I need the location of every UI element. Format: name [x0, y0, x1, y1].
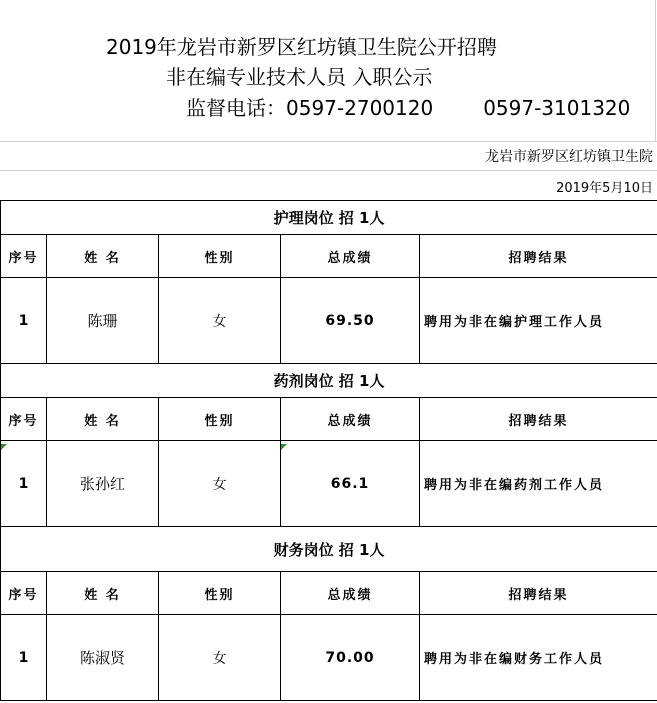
- cell-no: 1: [1, 278, 47, 364]
- col-header-result: 招聘结果: [420, 398, 657, 441]
- cell-name: 陈淑贤: [47, 615, 159, 701]
- cell-no: 1: [1, 615, 47, 701]
- col-header-result: 招聘结果: [420, 572, 657, 615]
- column-header-row: [1, 572, 657, 615]
- section-title: 财务岗位 招 1人: [1, 527, 657, 572]
- col-header-name: 姓 名: [47, 398, 159, 441]
- cell-gender: 女: [159, 278, 281, 364]
- cell-result: 聘用为非在编药剂工作人员: [420, 441, 657, 527]
- organization-name: 龙岩市新罗区红坊镇卫生院: [485, 149, 653, 165]
- cell-comment-marker: [1, 444, 7, 450]
- col-header-score: 总成绩: [281, 235, 420, 278]
- col-header-name: 姓 名: [47, 572, 159, 615]
- supervision-phone-line: [186, 92, 630, 121]
- section-title: 药剂岗位 招 1人: [1, 364, 657, 398]
- col-header-no: 序号: [1, 572, 47, 615]
- section-title-row: [1, 527, 657, 572]
- col-header-score: 总成绩: [281, 398, 420, 441]
- divider: [0, 141, 657, 142]
- section-title: 护理岗位 招 1人: [1, 201, 657, 235]
- cell-score: 69.50: [281, 278, 420, 364]
- column-header-row: [1, 398, 657, 441]
- table-row: [1, 441, 657, 527]
- results-table: [0, 200, 657, 701]
- cell-gender: 女: [159, 615, 281, 701]
- column-header-row: [1, 235, 657, 278]
- section-title-row: [1, 364, 657, 398]
- cell-comment-marker: [281, 444, 287, 450]
- cell-gender: 女: [159, 441, 281, 527]
- section-title-row: [1, 201, 657, 235]
- phone-number-2: 0597-3101320: [483, 96, 631, 120]
- col-header-no: 序号: [1, 235, 47, 278]
- cell-name: 陈珊: [47, 278, 159, 364]
- col-header-gender: 性别: [159, 235, 281, 278]
- publish-date: 2019年5月10日: [556, 181, 653, 196]
- title-line-1: 2019年龙岩市新罗区红坊镇卫生院公开招聘: [106, 35, 497, 59]
- col-header-name: 姓 名: [47, 235, 159, 278]
- col-header-gender: 性别: [159, 398, 281, 441]
- col-header-no: 序号: [1, 398, 47, 441]
- title-line-2: 非在编专业技术人员 入职公示: [166, 65, 433, 89]
- cell-result: 聘用为非在编财务工作人员: [420, 615, 657, 701]
- table-row: [1, 615, 657, 701]
- notice-header: [0, 0, 656, 141]
- phone-label: 监督电话：0597-2700120: [186, 96, 434, 120]
- col-header-score: 总成绩: [281, 572, 420, 615]
- cell-score: 70.00: [281, 615, 420, 701]
- divider: [0, 170, 657, 171]
- cell-no: 1: [1, 441, 47, 527]
- col-header-result: 招聘结果: [420, 235, 657, 278]
- table-row: [1, 278, 657, 364]
- cell-score: 66.1: [281, 441, 420, 527]
- cell-result: 聘用为非在编护理工作人员: [420, 278, 657, 364]
- col-header-gender: 性别: [159, 572, 281, 615]
- cell-name: 张孙红: [47, 441, 159, 527]
